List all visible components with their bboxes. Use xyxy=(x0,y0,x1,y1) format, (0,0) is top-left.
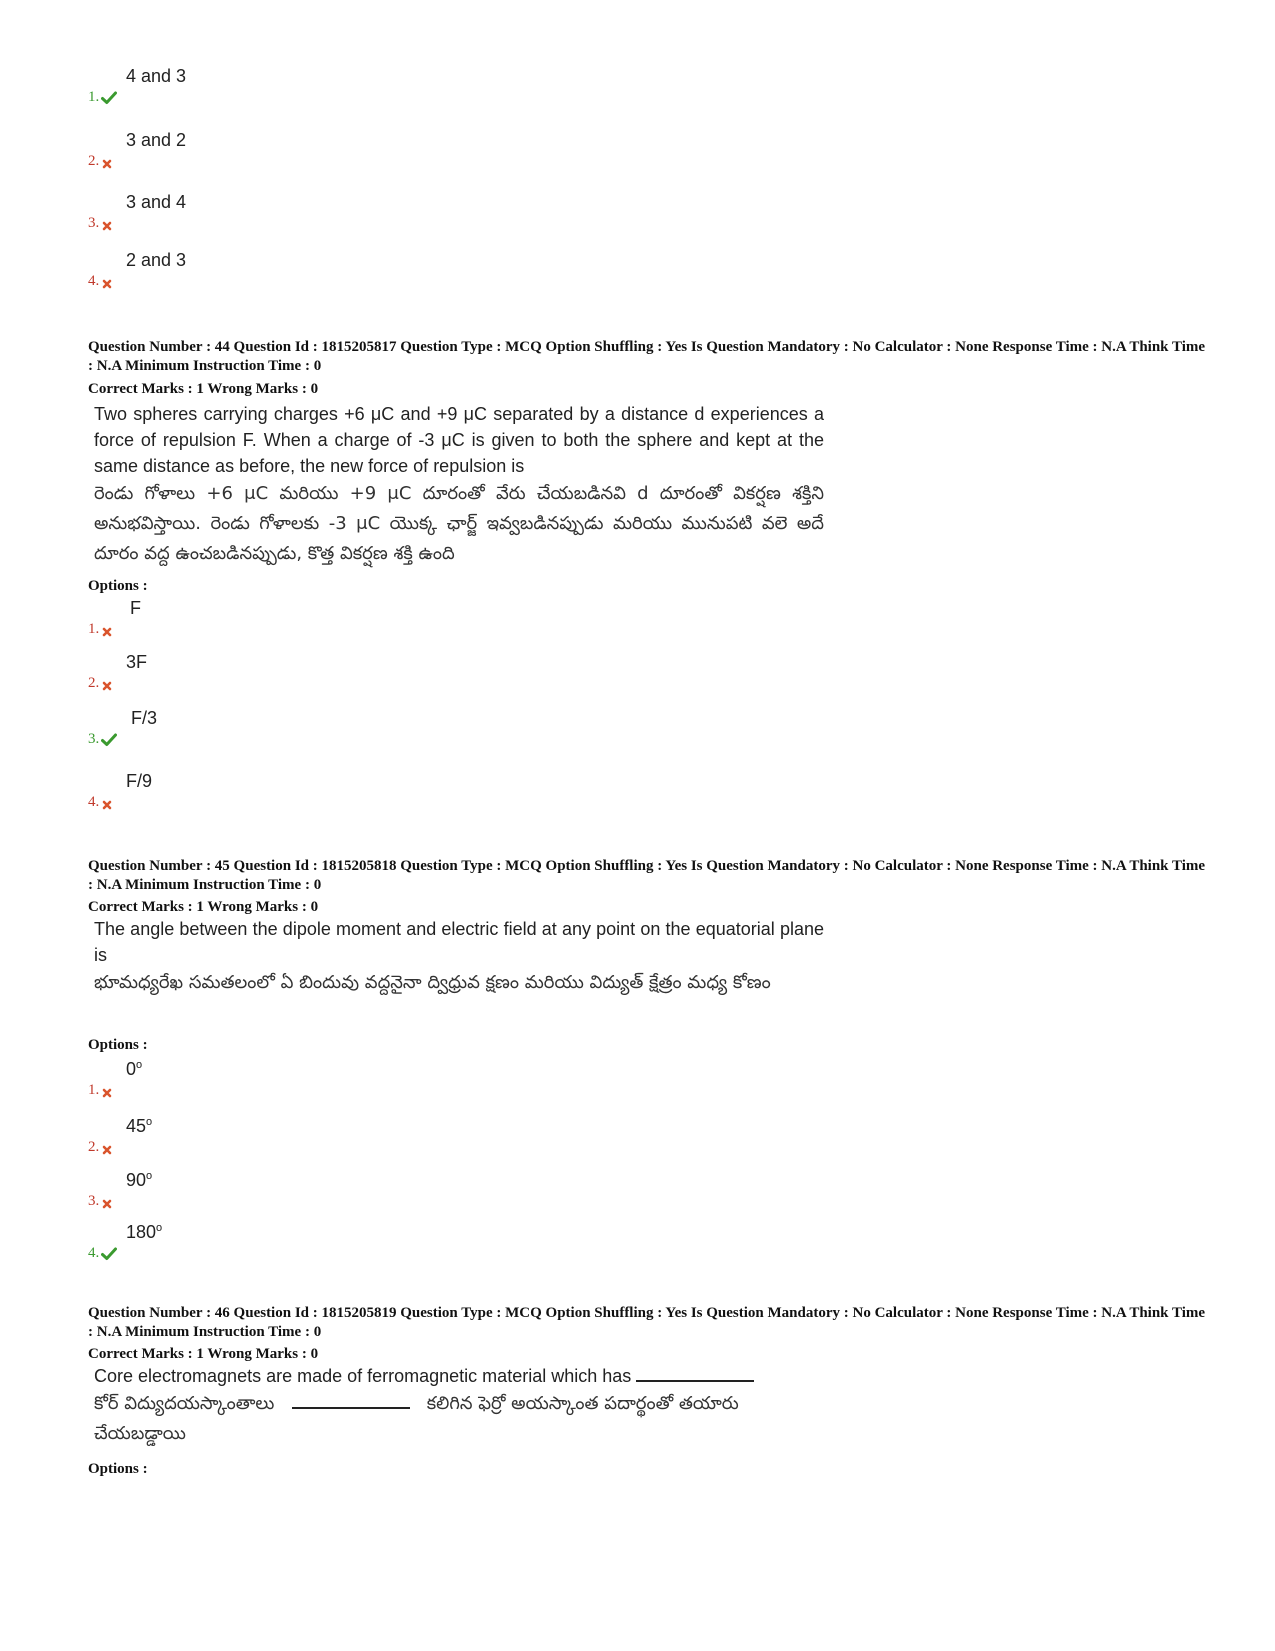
option-value: 90 xyxy=(126,1170,147,1190)
fill-in-blank xyxy=(636,1366,754,1382)
question-text-te-part-b: కలిగిన ఫెర్రో అయస్కాంత పదార్థంతో తయారు చేయబడ్డాయి xyxy=(94,1393,739,1444)
question-text-en: Two spheres carrying charges +6 μC and +9 μC separated by a distance d experiences a force of repulsion F. When a charge of -3 μC is given to both the sphere and kept at the same distance as before, the new force of repulsion is xyxy=(94,404,824,476)
option-number: 2. xyxy=(88,153,100,169)
prev-option-3 xyxy=(88,192,788,232)
cross-icon xyxy=(102,159,112,169)
option-number: 1. xyxy=(88,1082,100,1098)
degree-superscript: o xyxy=(156,1222,163,1234)
option-text: 3 and 2 xyxy=(126,130,187,150)
q46-question xyxy=(94,1363,824,1449)
q45-question xyxy=(94,916,824,998)
option-value: 45 xyxy=(126,1116,147,1136)
cross-icon xyxy=(102,627,112,637)
option-text: F xyxy=(130,598,141,618)
option-number: 3. xyxy=(88,731,100,747)
q45-option-3 xyxy=(88,1170,788,1210)
q45-options-label: Options : xyxy=(88,1037,148,1053)
option-number: 2. xyxy=(88,1139,100,1155)
q45-option-2 xyxy=(88,1116,788,1156)
prev-option-2 xyxy=(88,130,788,170)
option-text: 2 and 3 xyxy=(126,250,187,270)
option-number: 4. xyxy=(88,273,100,289)
cross-icon xyxy=(102,1145,112,1155)
option-text xyxy=(126,1059,142,1080)
check-icon xyxy=(101,733,117,747)
cross-icon xyxy=(102,800,112,810)
check-icon xyxy=(101,1247,117,1261)
q46-marks: Correct Marks : 1 Wrong Marks : 0 xyxy=(88,1346,319,1362)
q45-option-4 xyxy=(88,1222,788,1262)
option-text: F/9 xyxy=(126,771,153,791)
cross-icon xyxy=(102,221,112,231)
cross-icon xyxy=(102,1088,112,1098)
degree-superscript: o xyxy=(136,1059,143,1071)
q45-marks: Correct Marks : 1 Wrong Marks : 0 xyxy=(88,899,319,915)
question-text-te-part-a: కోర్ విద్యుదయస్కాంతాలు xyxy=(94,1393,275,1414)
option-value: 180 xyxy=(126,1222,157,1242)
option-number: 3. xyxy=(88,1193,100,1209)
fill-in-blank-te xyxy=(292,1393,410,1409)
q46-options-label: Options : xyxy=(88,1461,148,1477)
question-text-en-body: Core electromagnets are made of ferromagnetic material which has xyxy=(94,1366,632,1386)
option-number: 4. xyxy=(88,1245,100,1261)
option-text: 3 and 4 xyxy=(126,192,187,212)
q44-option-2 xyxy=(88,652,788,692)
option-text: F/3 xyxy=(131,708,158,728)
question-text-te: రెండు గోళాలు +6 μC మరియు +9 μC దూరంతో వేరు చేయబడినవి d దూరంతో వికర్షణ శక్తిని అనుభవిస్తాయి. రెండు గోళాలకు -3 μC యొక్క ఛార్జ్ ఇవ్వబడినప్పుడు మరియు మునుపటి వలె అదే దూరం వద్ద ఉంచబడినప్పుడు, కొత్త వికర్షణ శక్తి ఉంది xyxy=(94,483,824,564)
q44-marks: Correct Marks : 1 Wrong Marks : 0 xyxy=(88,381,319,397)
option-value: 0 xyxy=(126,1059,137,1079)
degree-superscript: o xyxy=(146,1116,153,1128)
option-text xyxy=(126,1116,152,1137)
option-text: 3F xyxy=(126,652,148,672)
option-text: 4 and 3 xyxy=(126,66,187,86)
cross-icon xyxy=(102,1199,112,1209)
option-number: 4. xyxy=(88,794,100,810)
prev-option-1 xyxy=(88,66,788,106)
q44-question xyxy=(94,401,824,569)
cross-icon xyxy=(102,681,112,691)
option-number: 1. xyxy=(88,89,100,105)
option-number: 1. xyxy=(88,621,100,637)
question-text-te: భూమధ్యరేఖ సమతలంలో ఏ బిందువు వద్దనైనా ద్విధ్రువ క్షణం మరియు విద్యుత్ క్షేత్రం మధ్య కోణం xyxy=(94,972,771,993)
question-text-en: The angle between the dipole moment and electric field at any point on the equatorial plane is xyxy=(94,919,824,965)
check-icon xyxy=(101,91,117,105)
option-text xyxy=(126,1222,162,1243)
question-text-en xyxy=(94,1363,824,1389)
q44-meta: Question Number : 44 Question Id : 1815205817 Question Type : MCQ Option Shuffling : Yes Is Question Mandatory : No Calculator : None Response Time : N.A Think Time : N.A Minimum Instruction Time : 0 xyxy=(88,339,1206,374)
q45-option-1 xyxy=(88,1059,788,1099)
degree-superscript: o xyxy=(146,1170,153,1182)
q46-meta: Question Number : 46 Question Id : 1815205819 Question Type : MCQ Option Shuffling : Yes Is Question Mandatory : No Calculator : None Response Time : N.A Think Time : N.A Minimum Instruction Time : 0 xyxy=(88,1305,1206,1340)
q44-options-label: Options : xyxy=(88,578,148,594)
q45-meta: Question Number : 45 Question Id : 1815205818 Question Type : MCQ Option Shuffling : Yes Is Question Mandatory : No Calculator : None Response Time : N.A Think Time : N.A Minimum Instruction Time : 0 xyxy=(88,858,1206,893)
option-text xyxy=(126,1170,152,1191)
option-number: 3. xyxy=(88,215,100,231)
q44-option-4 xyxy=(88,771,788,811)
cross-icon xyxy=(102,279,112,289)
question-text-te xyxy=(94,1389,824,1449)
q44-option-1 xyxy=(88,598,788,638)
q44-option-3 xyxy=(88,708,788,748)
prev-option-4 xyxy=(88,250,788,290)
option-number: 2. xyxy=(88,675,100,691)
